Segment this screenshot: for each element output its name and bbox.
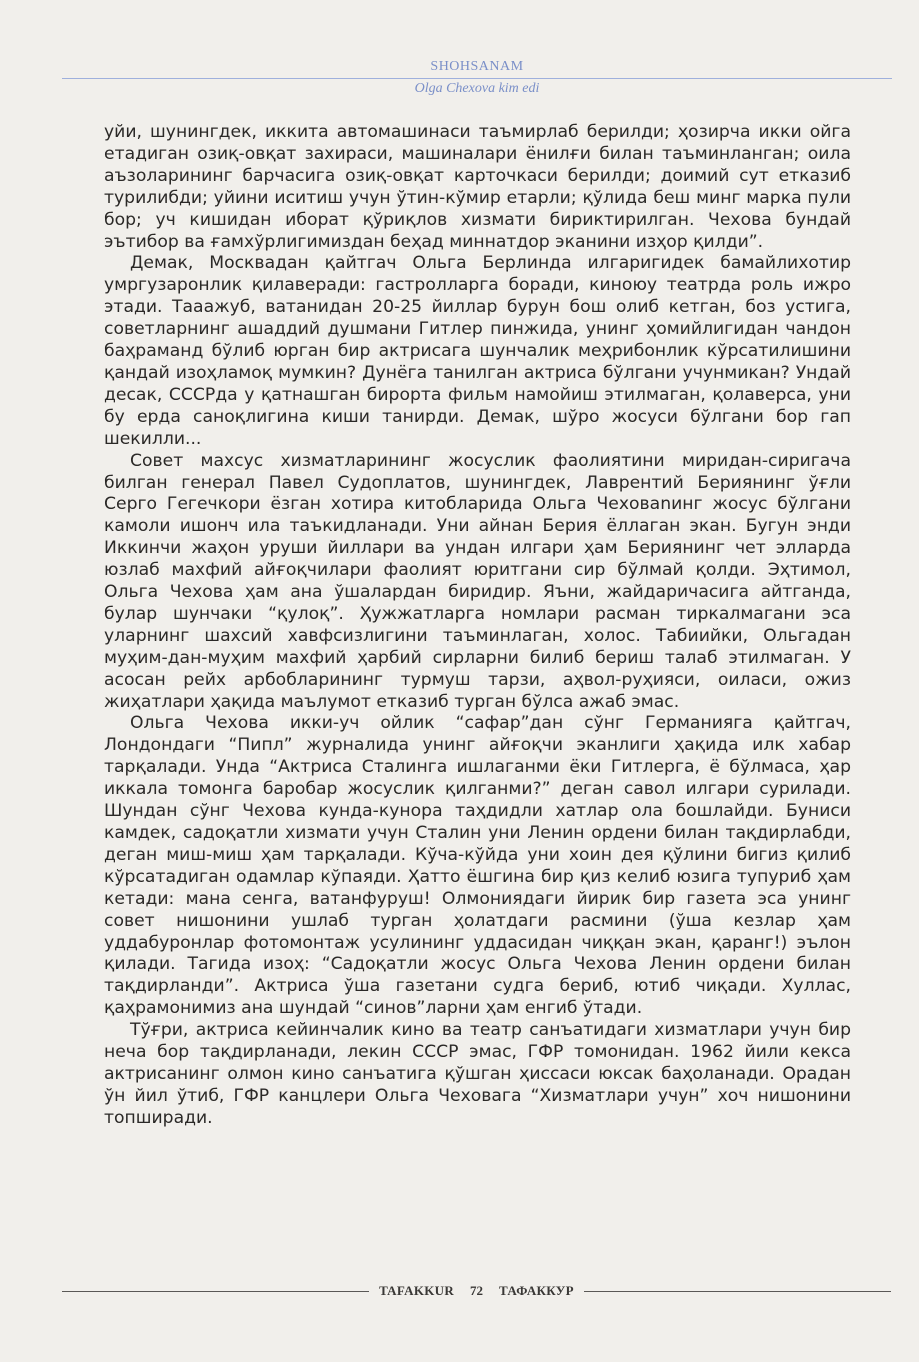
article-title: Olga Chexova kim edi — [414, 81, 540, 96]
paragraph: Совет махсус хизматларининг жосуслик фаолиятини миридан-сиригача билган генерал Павел Судоплатов, шунингдек, Лаврентий Бериянинг ўғли Серго Гегечкори ёзган хотира китобларида Ольга Чеховanинг жосус бўлгани камоли ишонч ила таъкидланади. Уни айнан Берия ёллаган экан. Бугун энди Иккинчи жаҳон уруши йиллари ва ундан илгари ҳам Бериянинг чет элларда юзлаб махфий айғоқчилари фаолият юритгани сир бўлмай қолди. Эҳтимол, Ольга Чехова ҳам ана ўшалардан биридир. Яъни, жайдаричасига айтганда, булар шунчаки “қулоқ”. Ҳужжатларга номлари расман тиркалмагани эса уларнинг шахсий хавфсизлигини таъминлаган, холос. Табиийки, Ольгадан муҳим-дан-муҳим махфий ҳарбий сирларни билиб бериш талаб этилмаган. У асосан рейх арбобларининг турмуш тарзи, аҳвол-руҳияси, оиласи, ожиз жиҳатлари ҳақида маълумот етказиб турган бўлса ажаб эмас. — [104, 450, 851, 712]
running-header — [62, 58, 892, 97]
paragraph: Демак, Москвадан қайтгач Ольга Берлинда илгаригидек бамайлихотир умргузаронлик қилаверади: гастролларга боради, киноюу театрда роль ижро этади. Тааажуб, ватанидан 20-25 йиллар бурун бош олиб кетган, боз устига, советларнинг ашаддий душмани Гитлер пинжида, унинг ҳомийлигидан чандон баҳраманд бўлиб юрган бир актрисага шунчалик меҳрибонлик кўрсатилишини қандай изоҳламоқ мумкин? Дунёга танилган актриса бўлгани учунмикан? Ундай десак, СССРда у қатнашган бирорта фильм намойиш этилмаган, қолаверса, уни бу ерда саноқлигина киши танирди. Демак, шўро жосуси бўлгани бор гап шекилли... — [104, 253, 851, 449]
page-number: 72 — [470, 1283, 484, 1298]
page-footer — [62, 1283, 891, 1299]
header-rule — [62, 78, 892, 79]
footer-rule-left — [62, 1291, 369, 1292]
article-body — [104, 122, 851, 1130]
magazine-section-title: SHOHSANAM — [430, 59, 524, 74]
footer-label-cyrillic: ТАФАККУР — [499, 1283, 574, 1298]
footer-rule-right — [584, 1291, 891, 1292]
paragraph: Ольга Чехова икки-уч ойлик “сафар”дан сўнг Германияга қайтгач, Лондондаги “Пипл” журналида унинг айғоқчи эканлиги ҳақида илк хабар тарқалади. Унда “Актриса Сталинга ишлаганми ёки Гитлерга, ё бўлмаса, ҳар иккала томонга баробар жосуслик қилганми?” деган савол илгари сурилади. Шундан сўнг Чехова кунда-кунора таҳдидли хатлар ола бошлайди. Буниси камдек, садоқатли хизмати учун Сталин уни Ленин ордени билан тақдирлабди, деган миш-миш ҳам тарқалади. Кўча-кўйда уни хоин дея қўлини бигиз қилиб кўрсатадиган одамлар кўпаяди. Ҳатто ёшгина бир қиз келиб юзига тупуриб ҳам кетади: мана сенга, ватанфуруш! Олмониядаги йирик бир газета эса унинг совет нишонини ушлаб турган ҳолатдаги расмини (ўша кезлар ҳам уддабуронлар фотомонтаж усулининг уддасидан чиққан экан, қаранг!) эълон қилади. Тагида изоҳ: “Садоқатли жосус Ольга Чехова Ленин ордени билан тақдирланди”. Актриса ўша газетани судга бериб, ютиб чиқади. Хуллас, қаҳрамонимиз ана шундай “синов”ларни ҳам енгиб ўтади. — [104, 713, 851, 1019]
paragraph: Тўғри, актриса кейинчалик кино ва театр санъатидаги хизматлари учун бир неча бор тақдирланади, лекин СССР эмас, ГФР томонидан. 1962 йили кекса актрисанинг олмон кино санъатига қўшган ҳиссаси юксак баҳоланади. Орадан ўн йил ўтиб, ГФР канцлери Ольга Чеховага “Хизматлари учун” хоч нишонини топширади. — [104, 1020, 851, 1128]
footer-label-latin: TAFAKKUR — [379, 1283, 455, 1298]
paragraph: уйи, шунингдек, иккита автомашинаси таъмирлаб берилди; ҳозирча икки ойга етадиган озиқ-овқат захираси, машиналари ёнилғи билан таъминланган; оила аъзоларининг барчасига озиқ-овқат карточкаси берилди; доимий сут етказиб турилибди; уйини иситиш учун ўтин-кўмир етарли; қўлида беш минг марка пули бор; уч кишидан иборат қўриқлов хизмати бириктирилган. Чехова бундай эътибор ва ғамхўрлигимиздан беҳад миннатдор эканини изҳор қилди”. — [104, 122, 851, 252]
